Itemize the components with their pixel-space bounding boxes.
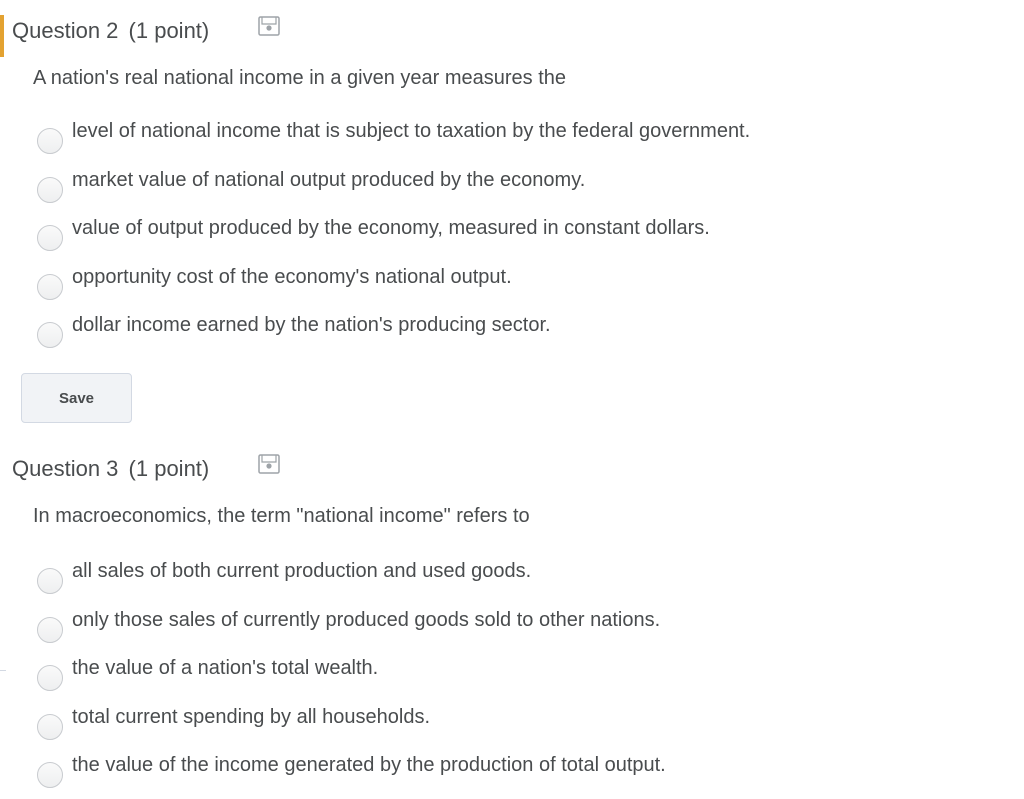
question-3 — [0, 440, 1024, 776]
answer-choice[interactable] — [0, 653, 1024, 702]
question-number: Question 2 — [12, 18, 119, 43]
answer-choice[interactable] — [0, 116, 1024, 165]
answer-choice-label: value of output produced by the economy, measured in constant dollars. — [72, 217, 710, 239]
divider — [0, 670, 6, 671]
radio-button[interactable] — [37, 225, 63, 251]
answer-choice-label: level of national income that is subject to taxation by the federal government. — [72, 120, 751, 142]
radio-button[interactable] — [37, 177, 63, 203]
question-prompt: In macroeconomics, the term "national income" refers to — [33, 505, 530, 527]
answer-choice[interactable] — [0, 556, 1024, 605]
save-button[interactable]: Save — [21, 373, 132, 423]
question-points: (1 point) — [128, 456, 210, 481]
question-prompt: A nation's real national income in a given year measures the — [33, 67, 567, 89]
answer-choice[interactable] — [0, 310, 1024, 359]
question-header — [0, 0, 1024, 62]
question-title — [12, 16, 209, 46]
answer-choice-label: opportunity cost of the economy's national output. — [72, 265, 512, 288]
radio-button[interactable] — [37, 762, 63, 788]
question-header — [0, 440, 1024, 502]
active-question-indicator — [0, 15, 4, 57]
answer-choice-label: only those sales of currently produced goods sold to other nations. — [72, 608, 661, 631]
answer-choice-label: all sales of both current production and used goods. — [72, 560, 532, 582]
answer-choice[interactable] — [0, 702, 1024, 751]
question-2 — [0, 0, 1024, 336]
question-title — [12, 454, 209, 484]
radio-button[interactable] — [37, 665, 63, 691]
question-points: (1 point) — [128, 18, 210, 43]
radio-button[interactable] — [37, 617, 63, 643]
answer-choice-label: the value of a nation's total wealth. — [72, 657, 379, 679]
answer-choice[interactable] — [0, 750, 1024, 799]
question-number: Question 3 — [12, 456, 119, 481]
answer-choice[interactable] — [0, 165, 1024, 214]
radio-button[interactable] — [37, 274, 63, 300]
radio-button[interactable] — [37, 568, 63, 594]
radio-button[interactable] — [37, 322, 63, 348]
answer-choice-label: dollar income earned by the nation's producing sector. — [72, 314, 551, 336]
answer-choices — [0, 116, 1024, 359]
answer-choices — [0, 556, 1024, 799]
answer-choice-label: market value of national output produced by the economy. — [72, 168, 586, 191]
answer-choice[interactable] — [0, 262, 1024, 311]
answer-choice[interactable] — [0, 605, 1024, 654]
bookmark-icon[interactable] — [258, 454, 280, 474]
bookmark-icon[interactable] — [258, 16, 280, 36]
answer-choice-label: the value of the income generated by the production of total output. — [72, 754, 666, 776]
answer-choice[interactable] — [0, 213, 1024, 262]
radio-button[interactable] — [37, 714, 63, 740]
answer-choice-label: total current spending by all households. — [72, 705, 431, 728]
radio-button[interactable] — [37, 128, 63, 154]
